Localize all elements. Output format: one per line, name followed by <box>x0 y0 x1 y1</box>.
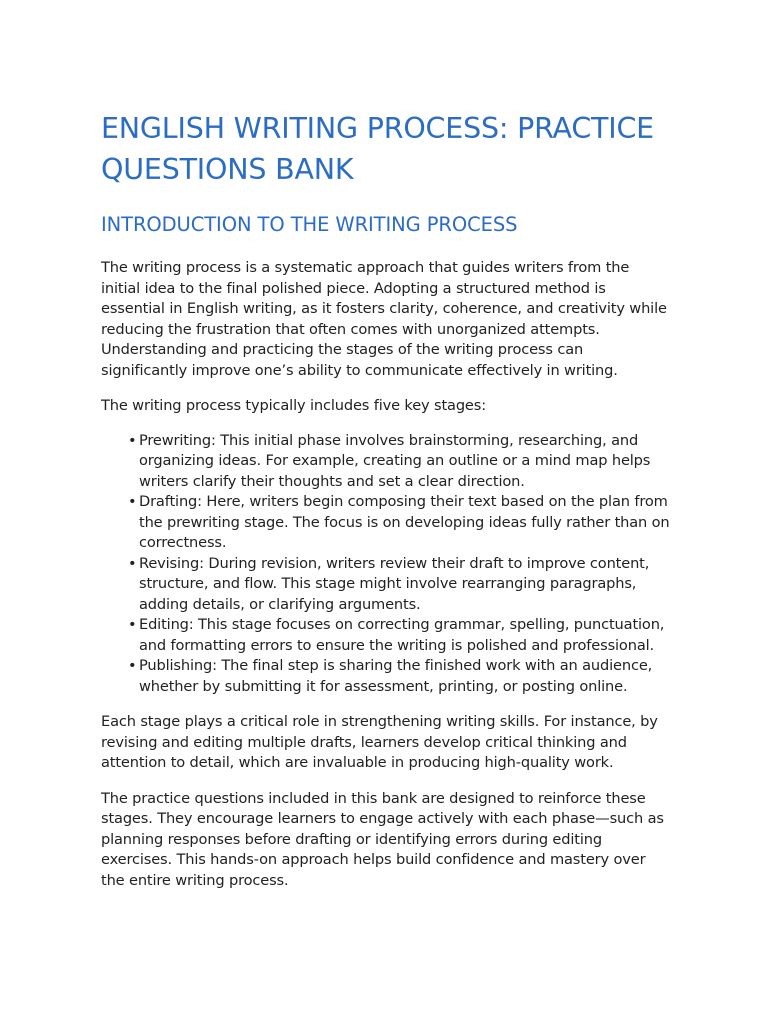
stage-term: Prewriting: <box>139 431 216 449</box>
stage-term: Drafting: <box>139 493 202 510</box>
list-item <box>128 431 671 493</box>
stage-term: Revising: <box>139 554 204 572</box>
bullet-icon: • <box>128 554 137 572</box>
stages-list <box>101 431 671 698</box>
stages-lead-paragraph: The writing process typically includes five key stages: <box>101 397 486 414</box>
bullet-icon: • <box>128 657 137 674</box>
stage-description: Here, writers begin composing their text based on the plan from the prewriting stage. The focus is on developing ideas fully rather than on correctness. <box>139 493 670 551</box>
stage-description: This initial phase involves brainstorming, researching, and organizing ideas. For example, creating an outline or a mind map helps writers clarify their thoughts and set a clear direction. <box>139 431 651 490</box>
list-item <box>128 492 671 554</box>
list-item <box>128 656 671 697</box>
document-title: ENGLISH WRITING PROCESS: PRACTICE QUESTIONS BANK <box>101 112 654 186</box>
list-item <box>128 554 671 616</box>
practice-paragraph: The practice questions included in this bank are designed to reinforce these stages. They encourage learners to engage actively with each phase—such as planning responses before drafting or identifying errors during editing exercises. This hands-on approach helps build confidence and mastery over the entire writing process. <box>101 789 664 889</box>
stage-description: This stage focuses on correcting grammar, spelling, punctuation, and formatting errors to ensure the writing is polished and professional. <box>139 616 665 654</box>
bullet-icon: • <box>128 493 137 510</box>
stage-term: Publishing: <box>139 657 217 674</box>
document-page <box>101 108 671 891</box>
list-item <box>128 615 671 656</box>
stage-term: Editing: <box>139 616 194 633</box>
bullet-icon: • <box>128 431 137 449</box>
bullet-icon: • <box>128 616 137 633</box>
section-heading: INTRODUCTION TO THE WRITING PROCESS <box>101 213 518 236</box>
intro-paragraph: The writing process is a systematic approach that guides writers from the initial idea to the final polished piece. Adopting a structured method is essential in English writing, as it fosters clarity, coherence, and creativity while reducing the frustration that often comes with unorganized attempts. Understanding and practicing the stages of the writing process can significantly improve one’s ability to communicate effectively in writing. <box>101 259 667 379</box>
critical-role-paragraph: Each stage plays a critical role in strengthening writing skills. For instance, by revising and editing multiple drafts, learners develop critical thinking and attention to detail, which are invaluable in producing high-quality work. <box>101 713 658 771</box>
stage-description: During revision, writers review their draft to improve content, structure, and flow. This stage might involve rearranging paragraphs, adding details, or clarifying arguments. <box>139 554 650 613</box>
stage-description: The final step is sharing the finished work with an audience, whether by submitting it for assessment, printing, or posting online. <box>139 657 653 695</box>
